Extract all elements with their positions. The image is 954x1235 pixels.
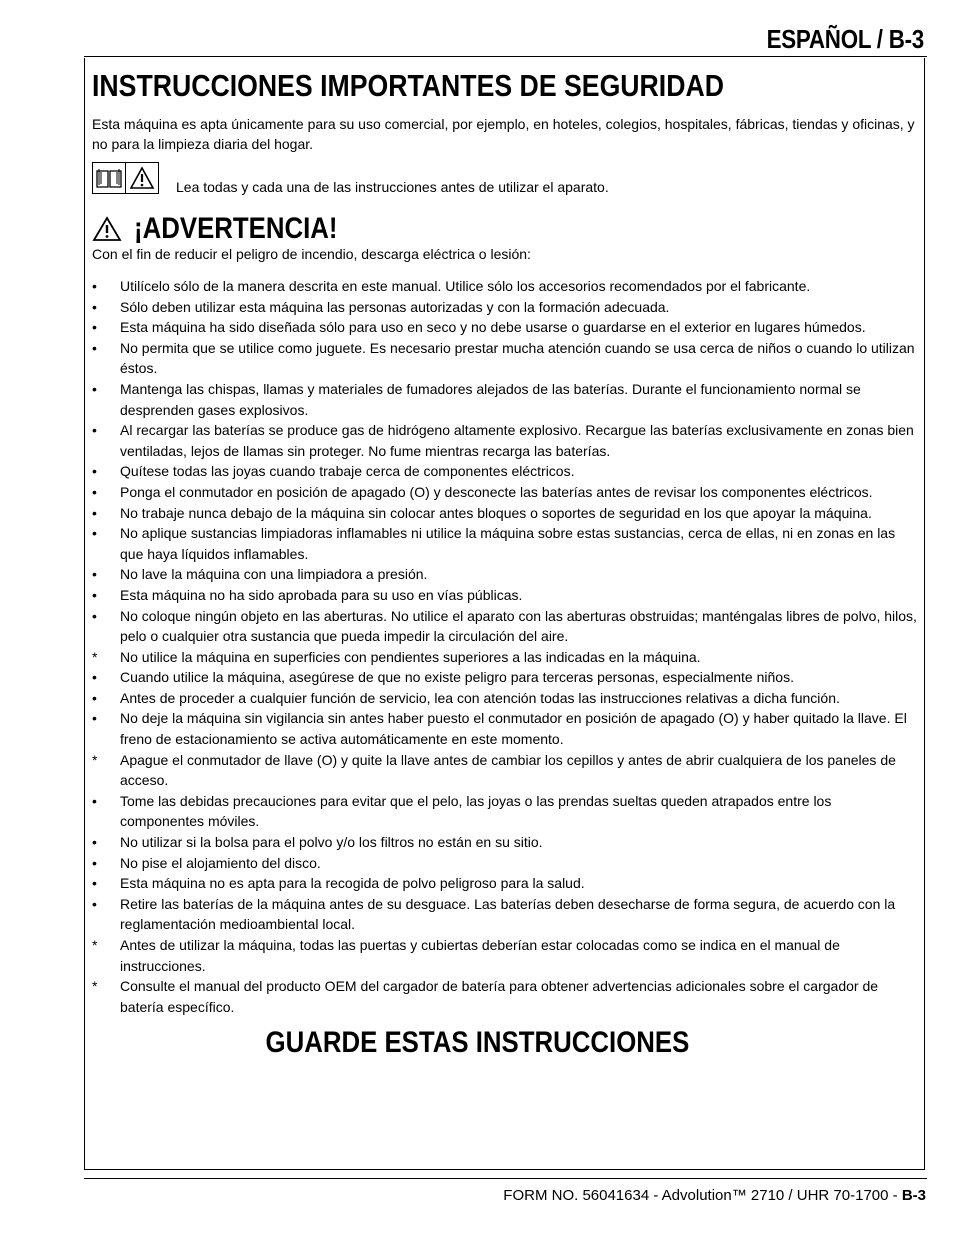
list-bullet: • <box>92 689 97 706</box>
list-item <box>92 461 918 482</box>
list-bullet: • <box>92 607 97 624</box>
list-bullet: • <box>92 586 97 603</box>
list-item-text: No deje la máquina sin vigilancia sin antes haber puesto el conmutador en posición de apagado (O) y haber quitado la llave. El freno de estacionamiento se activa automáticamente en este momento. <box>120 710 907 748</box>
list-bullet: • <box>92 339 97 356</box>
list-item <box>92 708 918 749</box>
list-bullet: • <box>92 319 97 336</box>
list-item <box>92 976 918 1017</box>
list-item <box>92 564 918 585</box>
list-item <box>92 606 918 647</box>
list-bullet: • <box>92 834 97 851</box>
header-rule <box>84 56 927 57</box>
closing-heading <box>0 1026 954 1060</box>
warning-intro: Con el fin de reducir el peligro de incendio, descarga eléctrica o lesión: <box>92 246 531 262</box>
closing-text: GUARDE ESTAS INSTRUCCIONES <box>265 1026 689 1059</box>
list-item-text: No trabaje nunca debajo de la máquina sin colocar antes bloques o soportes de seguridad en los que apoyar la máquina. <box>120 504 872 521</box>
list-bullet: • <box>92 298 97 315</box>
list-item-text: Utilícelo sólo de la manera descrita en este manual. Utilice sólo los accesorios recomendados por el fabricante. <box>120 278 811 294</box>
list-bullet: • <box>92 422 97 439</box>
list-bullet: * <box>92 751 98 768</box>
list-item <box>92 853 918 874</box>
list-item-text: Tome las debidas precauciones para evitar que el pelo, las joyas o las prendas sueltas queden atrapados entre los componentes móviles. <box>120 792 832 830</box>
list-item-text: No coloque ningún objeto en las aberturas. No utilice el aparato con las aberturas obstruidas; manténgalas libres de polvo, hilos, pelo o cualquier otra sustancia que pueda impedir la circulación del aire. <box>120 607 917 645</box>
list-item <box>92 791 918 832</box>
list-item <box>92 338 918 379</box>
list-item <box>92 935 918 976</box>
list-bullet: • <box>92 710 97 727</box>
list-item-text: No permita que se utilice como juguete. Es necesario prestar mucha atención cuando se usa cerca de niños o cuando lo utilizan éstos. <box>120 339 915 377</box>
list-item <box>92 297 918 318</box>
list-item-text: Ponga el conmutador en posición de apagado (O) y desconecte las baterías antes de revisar los componentes eléctricos. <box>120 483 873 500</box>
page-title: INSTRUCCIONES IMPORTANTES DE SEGURIDAD <box>92 68 724 103</box>
list-item-text: No utilice la máquina en superficies con pendientes superiores a las indicadas en la máquina. <box>120 648 701 665</box>
list-item <box>92 420 918 461</box>
list-bullet: • <box>92 463 97 480</box>
footer-page-number: B-3 <box>901 1187 926 1204</box>
list-item-text: No aplique sustancias limpiadoras inflamables ni utilice la máquina sobre estas sustancias, cerca de ellas, ni en zonas en las que haya líquidos inflamables. <box>120 525 896 562</box>
list-item-text: Antes de utilizar la máquina, todas las puertas y cubiertas deberían estar colocadas como se indica en el manual de instrucciones. <box>120 937 840 974</box>
list-item-text: Antes de proceder a cualquier función de servicio, lea con atención todas las instrucciones relativas a dicha función. <box>120 689 840 706</box>
list-item-text: Quítese todas las joyas cuando trabaje cerca de componentes eléctricos. <box>120 463 575 480</box>
list-item-text: No pise el alojamiento del disco. <box>120 854 321 871</box>
list-item <box>92 523 918 564</box>
list-bullet: • <box>92 483 97 500</box>
list-bullet: • <box>92 278 97 294</box>
list-bullet: * <box>92 648 98 665</box>
list-item-text: Mantenga las chispas, llamas y materiales de fumadores alejados de las baterías. Durante el funcionamiento normal se desprenden gases explosivos. <box>120 380 861 418</box>
list-item-text: Al recargar las baterías se produce gas de hidrógeno altamente explosivo. Recargue las baterías exclusivamente en zonas bien ventiladas, lejos de llamas sin proteger. No fume mientras recarga las baterías. <box>120 422 914 459</box>
list-item <box>92 276 918 297</box>
section-header: ESPAÑOL / B-3 <box>766 24 924 54</box>
list-item-text: Apague el conmutador de llave (O) y quite la llave antes de cambiar los cepillos y antes de abrir cualquiera de los paneles de acceso. <box>120 751 896 789</box>
list-item-text: Esta máquina no ha sido aprobada para su uso en vías públicas. <box>120 586 523 603</box>
list-item-text: No utilizar si la bolsa para el polvo y/o los filtros no están en su sitio. <box>120 834 543 851</box>
list-item <box>92 647 918 668</box>
list-item-text: Consulte el manual del producto OEM del cargador de batería para obtener advertencias adicionales sobre el cargador de batería específico. <box>120 978 879 1015</box>
footer <box>503 1187 926 1204</box>
list-item <box>92 832 918 853</box>
list-item <box>92 894 918 935</box>
warning-triangle-icon <box>92 216 122 242</box>
list-item-text: Cuando utilice la máquina, asegúrese de que no existe peligro para terceras personas, especialmente niños. <box>120 669 794 686</box>
list-item-text: Sólo deben utilizar esta máquina las personas autorizadas y con la formación adecuada. <box>120 298 670 315</box>
list-bullet: • <box>92 380 97 397</box>
list-bullet: • <box>92 669 97 686</box>
list-item <box>92 379 918 420</box>
list-item <box>92 667 918 688</box>
read-instructions-notice: Lea todas y cada una de las instrucciones antes de utilizar el aparato. <box>176 179 609 195</box>
warning-heading <box>92 212 371 246</box>
warning-triangle-icon <box>126 162 159 194</box>
footer-form-text: FORM NO. 56041634 - Advolution™ 2710 / UHR 70-1700 - <box>503 1187 902 1204</box>
list-item-text: Esta máquina no es apta para la recogida de polvo peligroso para la salud. <box>120 875 585 892</box>
footer-rule <box>84 1178 927 1179</box>
list-item-text: Esta máquina ha sido diseñada sólo para uso en seco y no debe usarse o guardarse en el exterior en lugares húmedos. <box>120 319 866 336</box>
list-bullet: * <box>92 937 98 953</box>
list-bullet: • <box>92 792 97 809</box>
list-item <box>92 585 918 606</box>
list-bullet: • <box>92 875 97 892</box>
list-item <box>92 750 918 791</box>
read-manual-icons <box>92 162 159 194</box>
list-bullet: • <box>92 895 97 912</box>
list-item <box>92 688 918 709</box>
list-bullet: • <box>92 504 97 521</box>
list-bullet: • <box>92 525 97 542</box>
list-bullet: • <box>92 854 97 871</box>
list-bullet: • <box>92 566 97 583</box>
intro-paragraph: Esta máquina es apta únicamente para su uso comercial, por ejemplo, en hoteles, colegios, hospitales, fábricas, tiendas y oficinas, y no para la limpieza diaria del hogar. <box>92 116 915 152</box>
list-item <box>92 873 918 894</box>
list-bullet: * <box>92 978 98 995</box>
list-item-text: Retire las baterías de la máquina antes de su desguace. Las baterías deben desecharse de forma segura, de acuerdo con la reglamentación medioambiental local. <box>120 895 896 933</box>
list-item <box>92 503 918 524</box>
warning-list <box>92 276 918 1017</box>
list-item <box>92 317 918 338</box>
list-item-text: No lave la máquina con una limpiadora a presión. <box>120 566 428 583</box>
list-item <box>92 482 918 503</box>
warning-title: ¡ADVERTENCIA! <box>134 212 338 245</box>
book-icon <box>92 162 126 194</box>
